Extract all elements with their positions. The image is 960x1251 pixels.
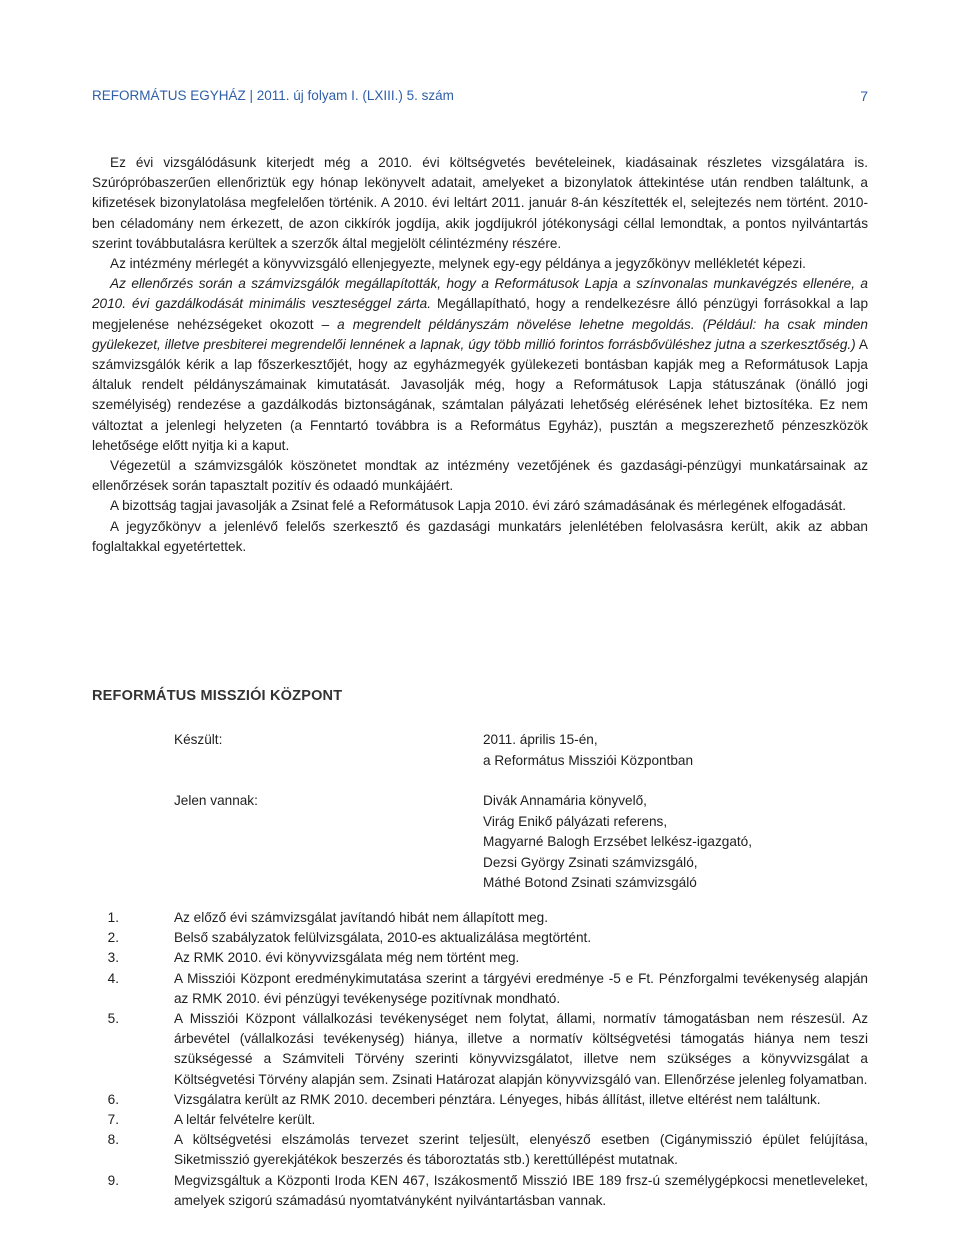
item-number: 6.	[107, 1091, 119, 1107]
meeting-info	[174, 730, 868, 914]
keszult-value	[483, 730, 693, 771]
section-title: REFORMÁTUS MISSZIÓI KÖZPONT	[92, 688, 343, 704]
list-item	[92, 969, 868, 1009]
paragraph-3-text-a: Megállapítható, hogy a rendelkezésre álló pénzügyi forrásokkal a lap megjelenése nehézségeket okozott –	[92, 296, 869, 332]
item-number: 3.	[107, 950, 119, 966]
list-item	[92, 928, 868, 948]
keszult-row	[174, 730, 868, 771]
attendee: Dezsi György Zsinati számvizsgáló,	[483, 854, 698, 870]
item-text: A Missziói Központ vállalkozási tevékenységet nem folytat, állami, normatív támogatásban nem részesül. Az árbevétel (vállalkozási tevékenység) hiánya, illetve a normatív költségvetési támogatás hiánya nem teszi szükségessé a Számviteli Törvény szerinti könyvvizsgálatot, illetve nem szükséges a könyvvizsgálat a Költségvetési Törvény alapján sem. Zsinati Határozat alapján könyvvizsgáló van. Ellenőrzése jelenleg folyamatban.	[174, 1011, 868, 1087]
jelen-label: Jelen vannak:	[174, 793, 258, 808]
report-body	[92, 153, 868, 557]
item-number: 8.	[107, 1132, 119, 1148]
italic-recommendation: a megrendelt példányszám növelése lehetne megoldás. (Például: ha csak minden gyülekezet, illetve presbiterei megrendelői lennének a lapnak, úgy több millió forintos forrásbővüléshez jutna a szerkesztőség.)	[92, 316, 868, 352]
list-item	[92, 1110, 868, 1130]
paragraph-5: A bizottság tagjai javasolják a Zsinat felé a Reformátusok Lapja 2010. évi záró számadásának és mérlegének elfogadását.	[110, 498, 847, 514]
italic-finding: Az ellenőrzés során a számvizsgálók megállapították, hogy a Reformátusok Lapja a színvonalas munkavégzés ellenére, a 2010. évi gazdálkodását minimális veszteséggel zárta.	[92, 276, 868, 312]
paragraph-1: Ez évi vizsgálódásunk kiterjedt még a 2010. évi költségvetés bevételeinek, kiadásainak részletes vizsgálatára is. Szúrópróbaszerűen ellenőriztük egy hónap lekönyvelt adatait, amelyeket a bizonylatok áttekintése után rendben találtunk, a kifizetések bizonylatolása megfelelően történik. A 2010. évi leltárt 2011. január 8-án készítették el, selejtezés nem történt. 2010-ben céladomány nem érkezett, de azon cikkírók jogdíja, akik jogdíjukról jótékonysági céllal lemondtak, a pontos nyilvántartás szerint továbbutalásra kerültek a szerzők által megjelölt célintézmény részére.	[92, 155, 868, 251]
list-item	[92, 1009, 868, 1090]
item-number: 2.	[107, 930, 119, 946]
item-text: Az előző évi számvizsgálat javítandó hibát nem állapított meg.	[174, 910, 549, 925]
item-number: 7.	[107, 1112, 119, 1128]
jelen-row	[174, 791, 868, 894]
paragraph-4: Végezetül a számvizsgálók köszönetet mondtak az intézmény vezetőjének és gazdasági-pénzügyi munkatársainak az ellenőrzések során tapasztalt pozitív és odaadó munkájáért.	[92, 458, 868, 494]
attendee-list	[483, 791, 752, 894]
item-number: 5.	[107, 1011, 119, 1027]
page-number: 7	[860, 88, 868, 104]
item-text: Belső szabályzatok felülvizsgálata, 2010-es aktualizálása megtörtént.	[174, 930, 592, 946]
item-text: Az RMK 2010. évi könyvvizsgálata még nem történt meg.	[174, 950, 520, 966]
item-number: 1.	[107, 910, 119, 925]
running-header	[92, 88, 868, 112]
attendee: Divák Annamária könyvelő,	[483, 793, 647, 808]
list-item	[92, 1171, 868, 1211]
running-title: REFORMÁTUS EGYHÁZ | 2011. új folyam I. (LXIII.) 5. szám	[92, 88, 454, 103]
item-number: 9.	[107, 1172, 119, 1188]
findings-list	[92, 908, 868, 1211]
item-text: Vizsgálatra került az RMK 2010. decemberi pénztára. Lényeges, hibás állítást, illetve eltérést nem találtunk.	[174, 1091, 821, 1107]
list-item	[92, 1130, 868, 1170]
list-item	[92, 948, 868, 968]
item-text: A Missziói Központ eredménykimutatása szerint a tárgyévi eredménye -5 e Ft. Pénzforgalmi tevékenység alapján az RMK 2010. évi pénzügyi tevékenysége pozitívnak mondható.	[174, 970, 868, 1006]
item-number: 4.	[107, 970, 119, 986]
keszult-label: Készült:	[174, 732, 223, 747]
attendee: Virág Enikő pályázati referens,	[483, 813, 668, 829]
paragraph-3-text-b: A számvizsgálók kérik a lap főszerkesztőjét, hogy az egyházmegyék gyülekezeti bontásban kapják meg a Reformátusok Lapja általuk rendelt példányszámainak kimutatását. Javasolják még, hogy a Reformátusok Lapja státuszának (önálló jogi személyiség) rendezése a gazdálkodás biztonságának, számtalan pályázati lehetőség elérésének lehet biztosítéka. Ez nem változtat a jelenlegi helyzeten (a Fenntartó továbbra is a Református Egyház), pusztán a megszerezhető pénzeszközök lehetősége előtt nyitja ki a kaput.	[92, 336, 868, 453]
list-item	[92, 1090, 868, 1110]
paragraph-6: A jegyzőkönyv a jelenlévő felelős szerkesztő és gazdasági munkatárs jelenlétében felolvasásra került, akik az abban foglaltakkal egyetértettek.	[92, 518, 868, 554]
keszult-line: 2011. április 15-én,	[483, 732, 598, 747]
paragraph-2: Az intézmény mérlegét a könyvvizsgáló ellenjegyezte, melynek egy-egy példánya a jegyzőkönyv mellékletét képezi.	[110, 256, 806, 272]
attendee: Máthé Botond Zsinati számvizsgáló	[483, 875, 697, 890]
keszult-line: a Református Missziói Központban	[483, 752, 694, 768]
list-item	[92, 908, 868, 928]
attendee: Magyarné Balogh Erzsébet lelkész-igazgató,	[483, 834, 753, 849]
item-text: A leltár felvételre került.	[174, 1112, 316, 1128]
item-text: Megvizsgáltuk a Központi Iroda KEN 467, Iszákosmentő Misszió IBE 189 frsz-ú személygépkocsi menetleveleket, amelyek szigorú számadású nyomtatványként nyilvántartásban vannak.	[174, 1172, 868, 1208]
paragraph-3	[92, 274, 868, 456]
item-text: A költségvetési elszámolás tervezet szerint teljesült, elenyésző esetben (Cigánymisszió épület felújítása, Siketmisszió gyerekjátékok beszerzés és táboroztatás stb.) kerettúllépést mutatnak.	[174, 1132, 868, 1168]
